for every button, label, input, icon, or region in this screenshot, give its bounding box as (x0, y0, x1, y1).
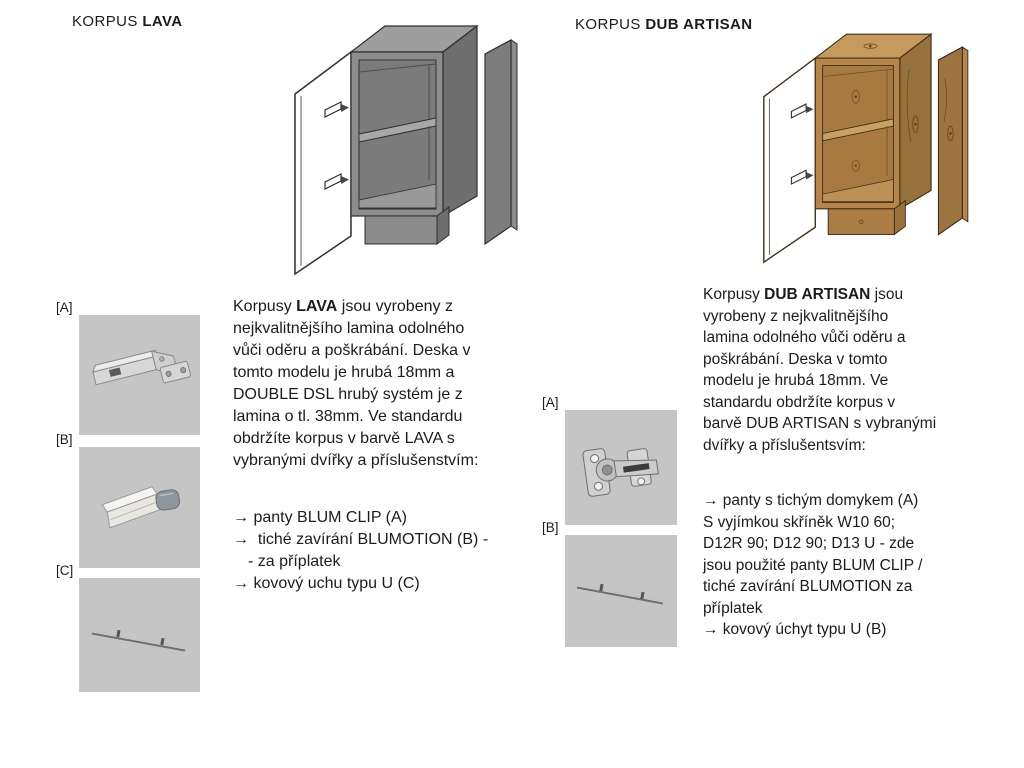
lava-cabinet-illustration (283, 4, 525, 276)
accessory-item: tiché zavírání BLUMOTION za (703, 578, 913, 595)
paragraph-line: modelu je hrubá 18mm. Ve (703, 372, 889, 389)
paragraph-line (233, 296, 525, 318)
paragraph-line: lamina odolného vůči oděru a (703, 329, 906, 346)
paragraph-line: barvě DUB ARTISAN s vybranými (703, 415, 937, 432)
dub-artisan-cabinet-illustration (738, 14, 990, 264)
right-section-title (575, 16, 753, 33)
hardware-label-c: [C] (56, 563, 74, 578)
hardware-image-box (79, 578, 200, 692)
accessory-item: S vyjímkou skříněk W10 60; (703, 513, 896, 531)
right-title-prefix: KORPUS (575, 16, 646, 33)
lava-accessory-list (233, 507, 525, 595)
hardware-label-a: [A] (542, 395, 559, 410)
hardware-image-box (565, 535, 677, 647)
hardware-image-box (79, 447, 200, 568)
soft-close-hinge-icon (565, 410, 677, 525)
hardware-label-b: [B] (56, 432, 73, 447)
paragraph-line: nejkvalitnějšího lamina odolného (233, 320, 465, 337)
paragraph-line: vybranými dvířky a příslušenstvím: (233, 452, 479, 469)
paragraph-line: vůči oděru a poškrábání. Deska v (233, 342, 471, 359)
lava-description (233, 296, 525, 595)
left-section-title (72, 13, 183, 30)
right-title-name: DUB ARTISAN (645, 16, 753, 33)
paragraph-line: tomto modelu je hrubá 18mm a (233, 364, 455, 381)
product-name-bold: DUB ARTISAN (764, 286, 871, 303)
text: jsou (870, 286, 904, 303)
accessory-item: → panty BLUM CLIP (A) (233, 509, 407, 526)
paragraph-line: poškrábání. Deska v tomto (703, 350, 888, 368)
accessory-item: → panty s tichým domykem (A) (703, 492, 919, 509)
artisan-accessory-list (703, 490, 985, 641)
hardware-label-b: [B] (542, 520, 559, 535)
u-handle-icon (79, 578, 200, 692)
accessory-item-continuation: - za příplatek (248, 553, 341, 570)
u-handle-icon (565, 535, 677, 647)
paragraph-line: standardu obdržíte korpus v (703, 393, 896, 411)
accessory-item: příplatek (703, 599, 763, 617)
hardware-label-a: [A] (56, 300, 73, 315)
accessory-item: → kovový úchyt typu U (B) (703, 621, 887, 638)
accessory-item: → kovový uchu typu U (C) (233, 575, 420, 592)
paragraph-line: DOUBLE DSL hrubý systém je z (233, 386, 463, 403)
paragraph-line: vyrobeny z nejkvalitnějšího (703, 307, 889, 325)
paragraph-line: lamina o tl. 38mm. Ve standardu (233, 408, 463, 425)
accessory-item: D12R 90; D12 90; D13 U - zde (703, 535, 915, 552)
hardware-image-box (565, 410, 677, 525)
blumotion-damper-icon (79, 447, 200, 568)
paragraph-line (703, 284, 985, 306)
hardware-image-box (79, 315, 200, 435)
accessory-item: jsou použité panty BLUM CLIP / (703, 556, 923, 574)
paragraph-line: obdržíte korpus v barvě LAVA s (233, 430, 455, 447)
text: jsou vyrobeny z (337, 298, 453, 315)
blum-clip-hinge-icon (79, 315, 200, 435)
left-title-name: LAVA (142, 13, 183, 30)
paragraph-line: dvířky a příslušentsvím: (703, 436, 866, 454)
text: Korpusy (233, 298, 297, 315)
product-name-bold: LAVA (296, 298, 338, 315)
artisan-description (703, 284, 985, 641)
accessory-item: → tiché zavírání BLUMOTION (B) - (233, 531, 489, 548)
text: Korpusy (703, 286, 765, 303)
left-title-prefix: KORPUS (72, 13, 143, 30)
